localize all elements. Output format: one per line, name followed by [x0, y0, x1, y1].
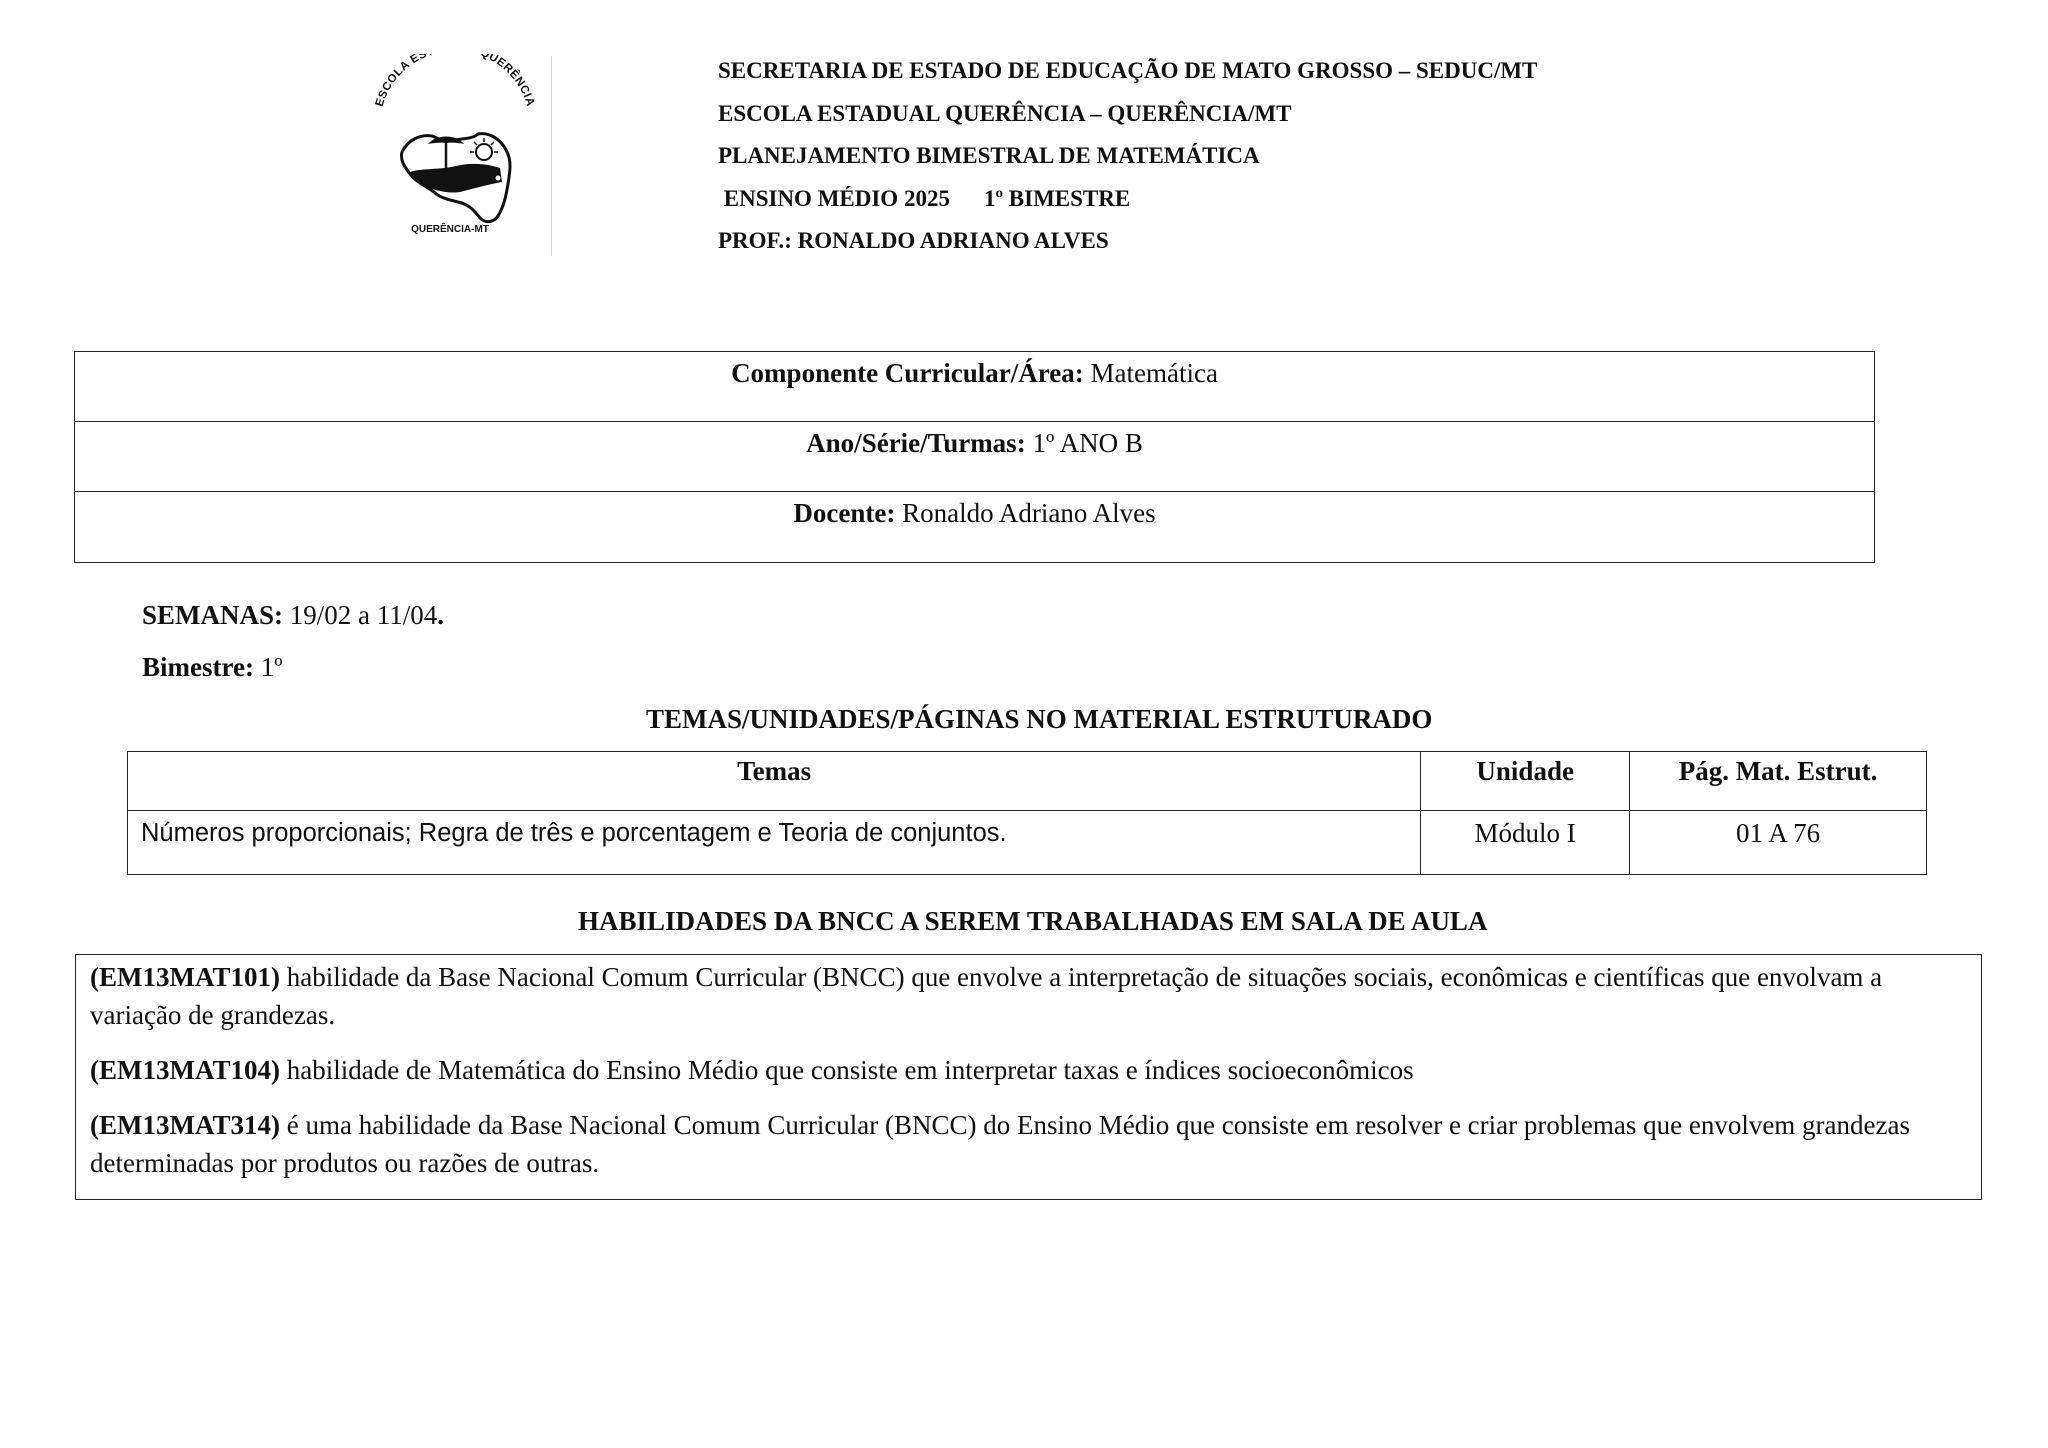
header-professor: PROF.: RONALDO ADRIANO ALVES [718, 228, 1109, 253]
componente-value: Matemática [1090, 358, 1218, 388]
semanas-label: SEMANAS: [142, 600, 284, 630]
semanas-line [142, 598, 444, 632]
logo-arc-text: ESCOLA ES QUERÊNCIA [373, 54, 537, 109]
ano-value: 1º ANO B [1032, 428, 1143, 458]
info-table [74, 351, 1875, 563]
logo-bottom-text: QUERÊNCIA-MT [411, 224, 489, 235]
header-ensino-medio: ENSINO MÉDIO 2025 [723, 185, 950, 211]
header-escola: ESCOLA ESTADUAL QUERÊNCIA – QUERÊNCIA/MT [718, 100, 1292, 126]
unidade-cell: Módulo I [1421, 811, 1630, 875]
document-header [718, 58, 1537, 271]
info-row-componente [75, 352, 1874, 422]
habilidade-item [90, 958, 1967, 1034]
componente-label: Componente Curricular/Área: [731, 358, 1084, 388]
header-bimestre: 1º BIMESTRE [983, 185, 1131, 211]
header-planejamento: PLANEJAMENTO BIMESTRAL DE MATEMÁTICA [718, 143, 1260, 168]
temas-header-row [128, 752, 1927, 811]
header-ensino [718, 186, 1537, 212]
school-seal-icon [360, 54, 550, 254]
habilidade-item [90, 1106, 1967, 1182]
info-row-ano [75, 422, 1874, 492]
habilidade-code: (EM13MAT101) [90, 962, 280, 992]
temas-table [127, 751, 1927, 875]
semanas-end: . [437, 600, 445, 630]
table-row [128, 811, 1927, 875]
docente-label: Docente: [793, 498, 896, 528]
logo-divider [551, 56, 552, 256]
header-secretaria: SECRETARIA DE ESTADO DE EDUCAÇÃO DE MATO GROSSO – SEDUC/MT [718, 58, 1538, 83]
temas-section-title: TEMAS/UNIDADES/PÁGINAS NO MATERIAL ESTRUTURADO [646, 704, 1433, 734]
habilidade-text: habilidade de Matemática do Ensino Médio que consiste em interpretar taxas e índices socioeconômicos [279, 1055, 1414, 1085]
docente-value: Ronaldo Adriano Alves [902, 498, 1156, 528]
paginas-cell: 01 A 76 [1630, 811, 1927, 875]
semanas-value: 19/02 a 11/04 [289, 600, 438, 630]
header-temas: Temas [128, 752, 1421, 811]
habilidade-text: é uma habilidade da Base Nacional Comum Curricular (BNCC) do Ensino Médio que consiste em resolver e criar problemas que envolvem grandezas determinadas por produtos ou razões de outras. [90, 1110, 1910, 1178]
info-row-docente [75, 492, 1874, 562]
header-unidade: Unidade [1421, 752, 1630, 811]
habilidades-section-title: HABILIDADES DA BNCC A SEREM TRABALHADAS EM SALA DE AULA [578, 906, 1488, 936]
habilidades-box [75, 954, 1982, 1200]
habilidade-item [90, 1051, 1967, 1089]
ano-label: Ano/Série/Turmas: [806, 428, 1026, 458]
habilidade-code: (EM13MAT104) [90, 1055, 280, 1085]
bimestre-label: Bimestre: [142, 652, 254, 682]
habilidade-code: (EM13MAT314) [90, 1110, 280, 1140]
school-seal-logo [360, 54, 550, 254]
header-paginas: Pág. Mat. Estrut. [1630, 752, 1927, 811]
habilidade-text: habilidade da Base Nacional Comum Curricular (BNCC) que envolve a interpretação de situações sociais, econômicas e científicas que envolvam a variação de grandezas. [90, 962, 1883, 1030]
tema-cell: Números proporcionais; Regra de três e porcentagem e Teoria de conjuntos. [128, 811, 1421, 875]
bimestre-line [142, 650, 283, 684]
bimestre-value: 1º [260, 652, 283, 682]
